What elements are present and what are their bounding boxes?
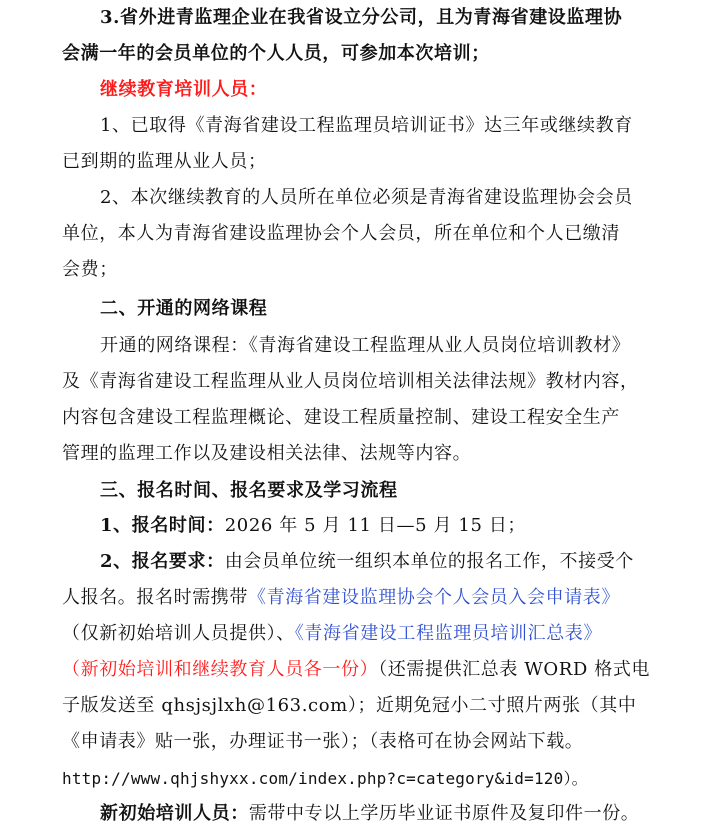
paragraph-line: 已到期的监理从业人员； <box>62 151 267 172</box>
paragraph-line <box>62 658 650 682</box>
paragraph-line: 《申请表》贴一张，办理证书一张）；（表格可在协会网站下载。 <box>62 731 584 752</box>
paragraph-line: 会满一年的会员单位的个人人员，可参加本次培训； <box>62 43 490 64</box>
paragraph-line <box>100 514 526 538</box>
paragraph-line: 开通的网络课程：《青海省建设工程监理从业人员岗位培训教材》 <box>100 335 631 356</box>
paragraph-line: 会费； <box>62 259 118 280</box>
text-run: （还需提供汇总表 WORD 格式电 <box>378 659 651 680</box>
field-label: 1、报名时间： <box>100 515 225 536</box>
paragraph-line <box>62 622 602 646</box>
paragraph-line: 3.省外进青监理企业在我省设立分公司，且为青海省建设监理协 <box>100 7 623 28</box>
paragraph-line <box>100 802 639 826</box>
paragraph-line <box>100 550 634 574</box>
paragraph-line: 管理的监理工作以及建设相关法律、法规等内容。 <box>62 443 472 464</box>
section-heading: 二、开通的网络课程 <box>100 298 268 319</box>
paragraph-line: 子版发送至 qhsjsjlxh@163.com）；近期免冠小二寸照片两张（其中 <box>62 695 637 716</box>
highlight-text: （新初始培训和继续教育人员各一份） <box>62 659 379 680</box>
section-heading: 三、报名时间、报名要求及学习流程 <box>100 480 398 501</box>
text-run: 人报名。报名时需携带 <box>62 587 248 608</box>
paragraph-line <box>62 586 620 610</box>
field-value: 需带中专以上学历毕业证书原件及复印件一份。 <box>248 803 640 824</box>
paragraph-line: 1、已取得《青海省建设工程监理员培训证书》达三年或继续教育 <box>100 115 633 136</box>
field-label: 新初始培训人员： <box>100 803 249 824</box>
form-name-link: 《青海省建设工程监理员培训汇总表》 <box>294 623 603 644</box>
paragraph-line: 单位，本人为青海省建设监理协会个人会员，所在单位和个人已缴清 <box>62 223 620 244</box>
field-label: 2、报名要求： <box>100 551 225 572</box>
paragraph-line: 及《青海省建设工程监理从业人员岗位培训相关法律法规》教材内容， <box>62 371 639 392</box>
paragraph-line: 内容包含建设工程监理概论、建设工程质量控制、建设工程安全生产 <box>62 407 620 428</box>
field-value: 由会员单位统一组织本单位的报名工作，不接受个 <box>224 551 634 572</box>
website-url: http://www.qhjshyxx.com/index.php?c=category&id=120）。 <box>62 769 588 788</box>
field-value: 2026 年 5 月 11 日—5 月 15 日； <box>224 515 527 536</box>
section-subheading: 继续教育培训人员： <box>100 79 268 100</box>
form-name-link: 《青海省建设监理协会个人会员入会申请表》 <box>248 587 620 608</box>
paragraph-line: 2、本次继续教育的人员所在单位必须是青海省建设监理协会会员 <box>100 187 633 208</box>
text-run: （仅新初始培训人员提供）、 <box>62 623 295 644</box>
